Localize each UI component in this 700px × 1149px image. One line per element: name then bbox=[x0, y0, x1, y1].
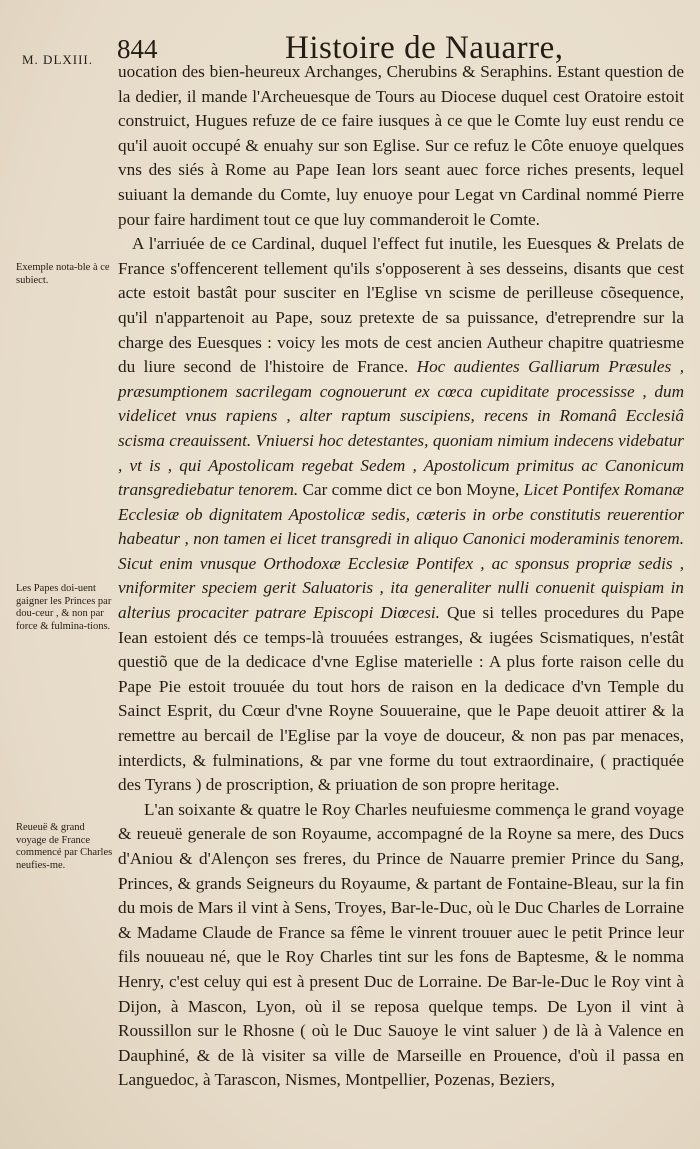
margin-note: Exemple nota-ble à ce subiect. bbox=[16, 262, 110, 286]
text-run: Que si telles procedures du Pape Iean estoient dés ce temps-là trouuées estranges, & iugées Scismatiques, n'estât questiõ que de la dedicace d'vne Eglise materielle : A plus forte raison celle du Pape Pie estoit trouuée du tout hors de raison en la dedicace d'vn Temple du Sainct Esprit, du Cœur d'vne Royne Souueraine, que le Pape deuoit attirer & la remettre au bercail de l'Eglise par la voye de douceur, & non pas par menaces, interdicts, & fulminations, & par vne forme du tout extraordinaire, ( practiquée des Tyrans ) de proscription, & priuation de son propre heritage. bbox=[118, 603, 685, 795]
paragraph: L'an soixante & quatre le Roy Charles neufuiesme commença le grand voyage & reueuë generale de son Royaume, accompagné de la Royne sa mere, des Ducs d'Aniou & d'Alençon ses freres, du Prince de Nauarre premier Prince du Sang, Princes, & grands Seigneurs du Royaume, & partant de Fontaine-Bleau, sur la fin du mois de Mars il vint à Sens, Troyes, Bar-le-Duc, où le Duc Charles de Lorraine & Madame Claude de France sa fême le vinrent trouuer auec le petit Prince leur fils nouueau né, que le Roy Charles tint sur les fons de Baptesme, & le nomma Henry, c'est celuy qui est à present Duc de Lorraine. De Bar-le-Duc le Roy vint à Dijon, à Mascon, Lyon, où il se reposa quelque temps. De Lyon il vint à Roussillon sur le Rhosne ( où le Duc Sauoye le vint saluer ) de là à Valence en Dauphiné, & de là visiter sa ville de Marseille en Prouence, d'où il passa en Languedoc, à Tarascon, Nismes, Montpellier, Pozenas, Beziers, bbox=[118, 799, 684, 1090]
running-year: M. DLXIII. bbox=[22, 52, 94, 67]
latin-quote: Hoc audientes Galliarum Præsules , præsumptionem sacrilegam cognouerunt ex cœca cupiditate processisse , dum videlicet vnus rapiens , alter raptum suscipiens, recens in Romanâ Ecclesiâ scisma creauissent. Vniuersi hoc detestantes, quoniam nimium indecens videbatur , vt is , qui Apostolicam regebat Sedem , Apostolicum primitus ac Canonicum transgrediebatur tenorem. bbox=[118, 357, 685, 500]
margin-note: Les Papes doi-uent gaigner les Princes par dou-ceur , & non par force & fulmina-tions. bbox=[16, 583, 112, 632]
text-run: Car comme dict ce bon Moyne, bbox=[302, 480, 520, 500]
latin-quote: Licet Pontifex Romanæ Ecclesiæ ob dignitatem Apostolicæ sedis, cæteris in orbe constitutis reuerentior habeatur , non tamen ei licet transgredi in aliquo Canonici moderaminis tenorem. Sicut enim vnusque Orthodoxæ Ecclesiæ Pontifex , ac sponsus propriæ sedis , vniformiter speciem gerit Saluatoris , ita generaliter nulli conuenit quispiam in alterius procaciter patrare Episcopi Diœcesi. bbox=[118, 480, 685, 623]
running-title: Histoire de Nauarre, bbox=[285, 30, 564, 66]
paragraph bbox=[118, 232, 684, 798]
paragraph: uocation des bien-heureux Archanges, Cherubins & Seraphins. Estant question de la dedier, il mande l'Archeuesque de Tours au Diocese duquel cest Oratoire estoit construict, Hugues refuze de ce faire iusques à ce que le Comte luy eust rendu ce qu'il auoit occupé & enuahy sur son Eglise. Sur ce refuz le Côte enuoye quelques vns des siés à Rome au Pape Iean lors seant auec force riches presents, lequel suiuant la demande du Comte, luy enuoye pour Legat vn Cardinal nommé Pierre pour faire hardiment tout ce que luy commanderoit le Comte. bbox=[118, 62, 684, 229]
body-text bbox=[118, 60, 684, 1093]
margin-note: Reueuë & grand voyage de France commencé par Charles neufies-me. bbox=[16, 822, 113, 871]
page-number: 844 bbox=[117, 34, 158, 64]
page-header bbox=[0, 14, 700, 67]
text-run: A l'arriuée de ce Cardinal, duquel l'effect fut inutile, les Euesques & Prelats de France s'offencerent tellement qu'ils s'opposerent à ses desseins, disants que cest acte estoit bastât pour susciter en l'Eglise vn scisme de perilleuse cõsequence, qu'il n'appartenoit au Pape, souz pretexte de sa puissance, d'etreprendre sur la charge des Euesques : voicy les mots de cest ancien Autheur chapitre quatriesme du liure second de l'histoire de France. bbox=[118, 234, 684, 377]
